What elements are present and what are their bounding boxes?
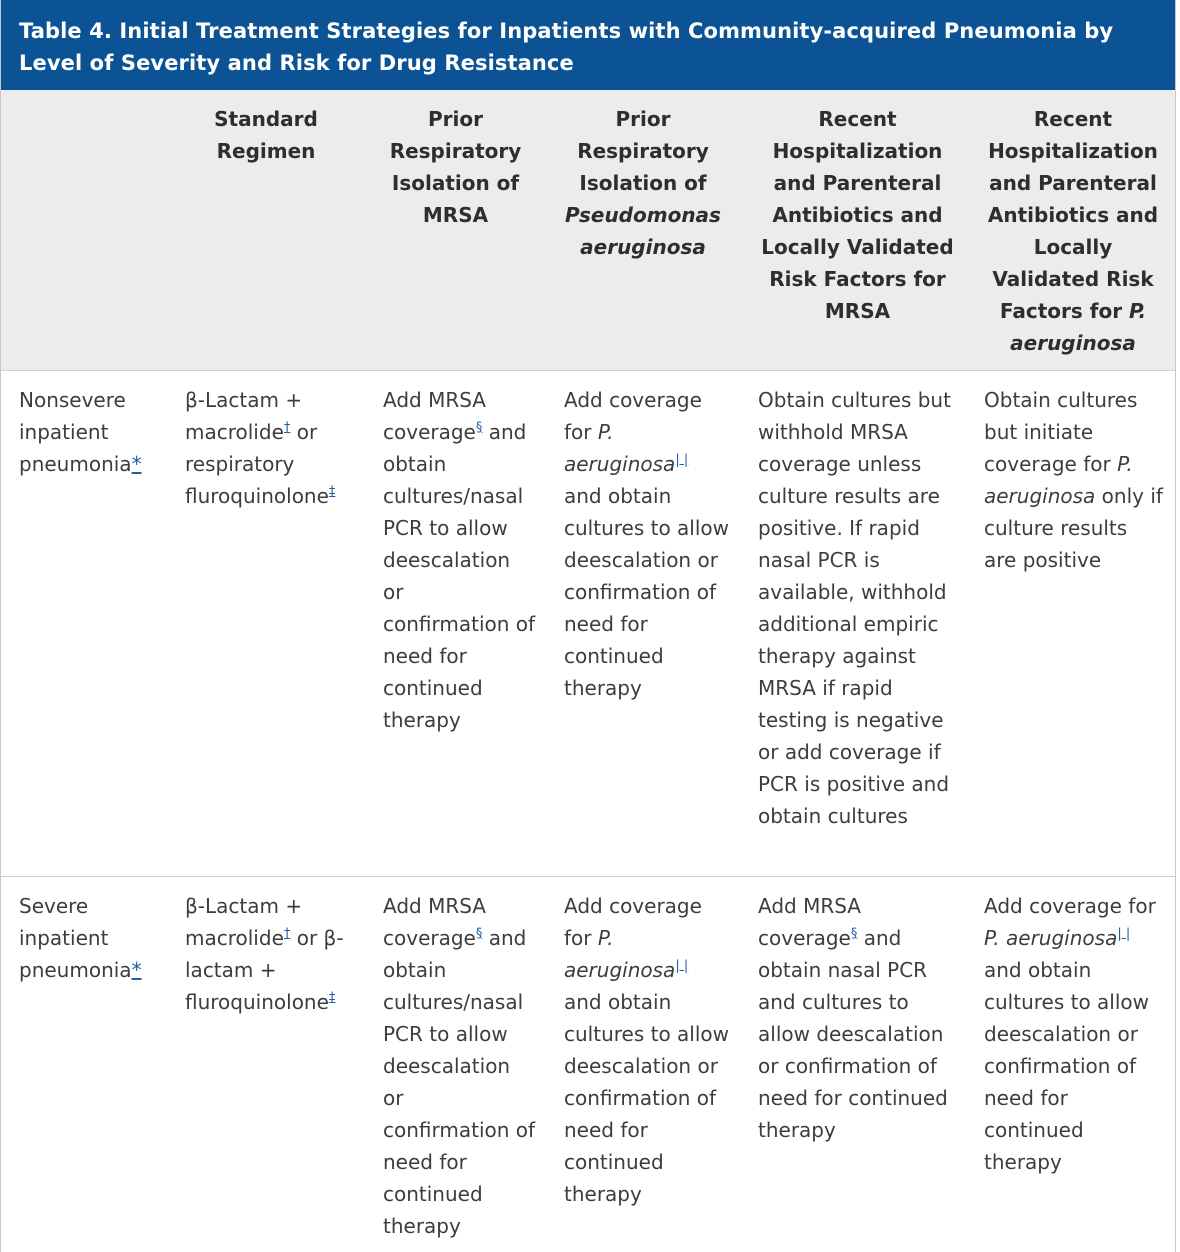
header-row — [1, 90, 1175, 370]
cell-text: Add coverage for — [564, 893, 702, 950]
footnote-parallel-link[interactable]: | | — [675, 451, 689, 467]
footnote-dagger-link[interactable]: † — [283, 925, 291, 941]
header-prior-pseudomonas-text: Prior Respiratory Isolation of — [577, 107, 709, 195]
cell-text: Obtain cultures but initiate coverage for — [984, 387, 1138, 476]
footnote-double-dagger-link[interactable]: ‡ — [328, 989, 336, 1005]
table-header — [1, 90, 1175, 370]
table-caption: Table 4. Initial Treatment Strategies for Inpatients with Community-acquired Pneumonia by Level of Severity and Risk for Drug Resistance — [1, 0, 1175, 90]
cell-text: and obtain cultures to allow deescalation or confirmation of need for continued therapy — [984, 957, 1150, 1174]
cell-prior-pseudomonas — [546, 370, 740, 876]
cell-text: and obtain cultures/nasal PCR to allow deescalation or confirmation of need for continued therapy — [383, 419, 536, 732]
cell-organism: P. aeruginosa — [984, 451, 1133, 508]
footnote-section-link[interactable]: § — [475, 419, 483, 435]
header-empty — [1, 90, 167, 370]
cell-text: and obtain cultures/nasal PCR to allow deescalation or confirmation of need for continued therapy — [383, 925, 536, 1238]
cell-recent-mrsa — [740, 370, 971, 876]
cell-text: Add MRSA coverage — [383, 893, 486, 950]
treatment-table — [1, 90, 1175, 1252]
header-recent-mrsa: Recent Hospitalization and Parenteral Antibiotics and Locally Validated Risk Factors for MRSA — [740, 90, 971, 370]
cell-text: Add coverage for — [564, 387, 702, 444]
cell-text: β-Lactam + macrolide — [185, 893, 303, 950]
header-recent-pseudomonas-text: Recent Hospitalization and Parenteral Antibiotics and Locally Validated Risk Factors for — [987, 107, 1159, 323]
header-prior-pseudomonas — [546, 90, 740, 370]
footnote-double-dagger-link[interactable]: ‡ — [328, 483, 336, 499]
cell-recent-mrsa — [740, 876, 971, 1252]
cell-text: and obtain cultures to allow deescalation or confirmation of need for continued therapy — [564, 483, 730, 700]
header-recent-pseudomonas-organism: P. aeruginosa — [1010, 299, 1147, 355]
row-label-text: Nonsevere inpatient pneumonia — [19, 387, 132, 476]
table-row — [1, 370, 1175, 876]
cell-prior-mrsa — [365, 370, 546, 876]
cell-text: β-Lactam + macrolide — [185, 387, 303, 444]
cell-organism: P. aeruginosa — [564, 925, 676, 982]
row-label — [1, 876, 167, 1252]
table-body — [1, 370, 1175, 1252]
footnote-section-link[interactable]: § — [850, 925, 858, 941]
footnote-asterisk-link[interactable]: * — [131, 957, 142, 982]
header-recent-pseudomonas — [971, 90, 1175, 370]
cell-text: only if culture results are positive — [984, 483, 1163, 572]
row-label-text: Severe inpatient pneumonia — [19, 893, 132, 982]
cell-text: and obtain cultures to allow deescalation or confirmation of need for continued therapy — [564, 989, 730, 1206]
cell-text: Add MRSA coverage — [383, 387, 486, 444]
header-prior-pseudomonas-organism: Pseudomonas aeruginosa — [565, 203, 721, 259]
cell-prior-pseudomonas — [546, 876, 740, 1252]
cell-standard-regimen — [167, 876, 365, 1252]
cell-organism: P. aeruginosa — [564, 419, 676, 476]
cell-text: and obtain nasal PCR and cultures to allow deescalation or confirmation of need for continued therapy — [758, 925, 948, 1142]
footnote-parallel-link[interactable]: | | — [1117, 925, 1131, 941]
cell-recent-pseudomonas — [971, 370, 1175, 876]
header-prior-mrsa: Prior Respiratory Isolation of MRSA — [365, 90, 546, 370]
cell-standard-regimen — [167, 370, 365, 876]
table-row — [1, 876, 1175, 1252]
footnote-dagger-link[interactable]: † — [283, 419, 291, 435]
cell-text: or β-lactam + fluroquinolone — [185, 925, 344, 1014]
footnote-parallel-link[interactable]: | | — [675, 957, 689, 973]
footnote-section-link[interactable]: § — [475, 925, 483, 941]
footnote-asterisk-link[interactable]: * — [131, 451, 142, 476]
cell-text: or respiratory fluroquinolone — [185, 419, 329, 508]
cell-organism: P. aeruginosa — [984, 925, 1118, 950]
header-standard-regimen: Standard Regimen — [167, 90, 365, 370]
cell-recent-pseudomonas — [971, 876, 1175, 1252]
cell-text: Add MRSA coverage — [758, 893, 861, 950]
cell-prior-mrsa — [365, 876, 546, 1252]
row-label — [1, 370, 167, 876]
cell-text: Add coverage for — [984, 893, 1156, 918]
cell-text: Obtain cultures but withhold MRSA coverage unless culture results are positive. If rapid nasal PCR is available, withhold additional empiric therapy against MRSA if rapid testing is negative or add coverage if PCR is positive and obtain cultures — [758, 387, 951, 828]
